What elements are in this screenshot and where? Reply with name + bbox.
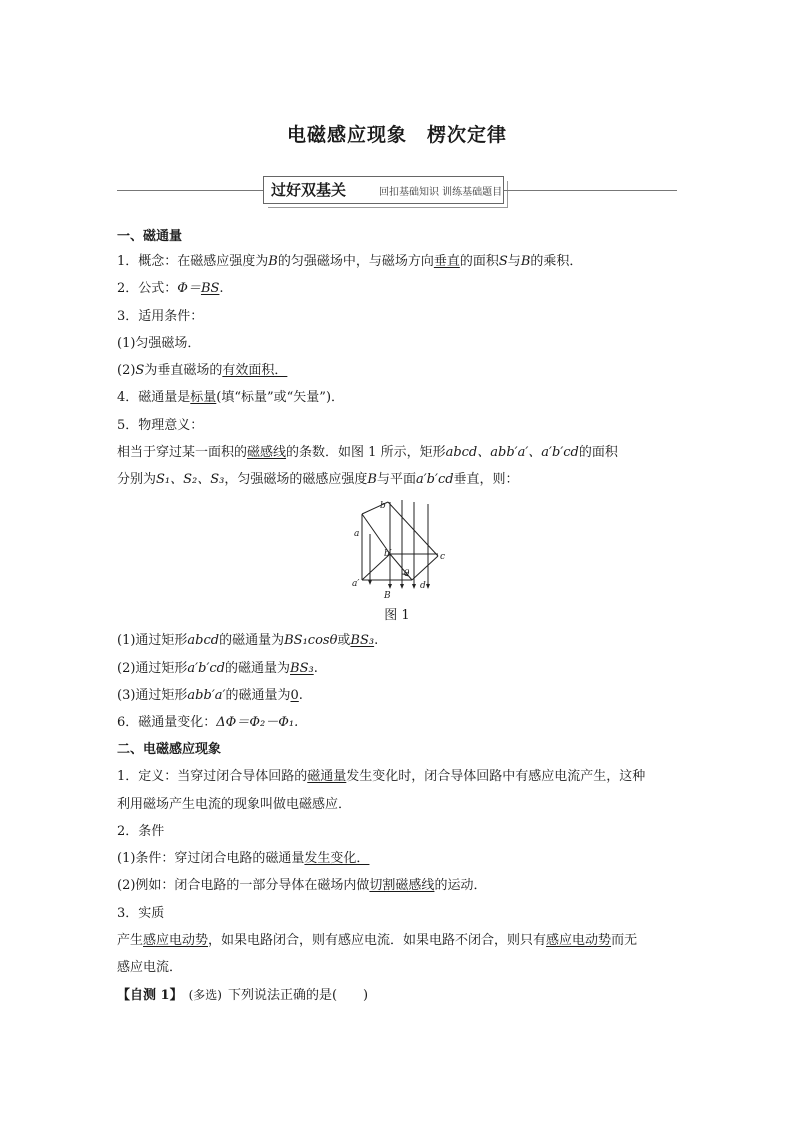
text: 的运动． <box>434 878 487 893</box>
text: ，如果电路闭合，则有感应电流．如果电路不闭合，则只有 <box>208 933 547 948</box>
text: (2)例如：闭合电路的一部分导体在磁场内做 <box>117 878 370 893</box>
answer-blank: 切割磁感线 <box>369 878 435 893</box>
text: 2．公式： <box>117 281 178 296</box>
flux-concept-line <box>117 254 582 270</box>
answer-blank: 垂直 <box>433 254 460 269</box>
symbol-rect: a′b′cd <box>187 661 225 676</box>
symbol-areas: S₁、S₂、S₃ <box>156 472 225 487</box>
formula: BS₁cosθ <box>284 633 338 648</box>
text: 而无 <box>611 933 638 948</box>
question-text: 下列说法正确的是( ) <box>227 988 369 1003</box>
meaning-line: 5．物理意义： <box>117 418 204 433</box>
text: 6．磁通量变化： <box>117 715 217 730</box>
text: (1)条件：穿过闭合电路的磁通量 <box>117 851 305 866</box>
formula: Φ＝ <box>177 281 201 296</box>
text: 与平面 <box>376 472 416 487</box>
text: 或 <box>337 633 351 648</box>
symbol-S: S <box>135 363 145 378</box>
text: (1)通过矩形 <box>117 633 188 648</box>
meaning-text-line-2 <box>117 472 519 488</box>
symbol-B: B <box>520 254 531 269</box>
figure-label-b: b <box>380 501 386 511</box>
section-heading-induction: 二、电磁感应现象 <box>117 742 222 757</box>
figure-label-B: B <box>384 591 391 601</box>
text: 1．定义：当穿过闭合导体回路的 <box>117 769 308 784</box>
meaning-text-line-1 <box>117 445 618 461</box>
text: 分别为 <box>117 472 157 487</box>
figure-label-d: d <box>420 581 426 591</box>
banner-rule-right <box>504 190 677 191</box>
answer-blank: 标量 <box>190 390 217 405</box>
symbol-rects: abcd、abb′a′、a′b′cd <box>445 445 579 460</box>
text: 的磁通量为 <box>225 688 291 703</box>
symbol-S: S <box>498 254 508 269</box>
condition-2-line <box>117 363 287 379</box>
definition-line-2: 利用磁场产生电流的现象叫做电磁感应． <box>117 797 352 812</box>
banner-title: 过好双基关 <box>271 181 347 199</box>
answer-blank: 0 <box>290 688 299 703</box>
flux-abcd-line <box>117 633 378 649</box>
text: 1．概念：在磁感应强度为 <box>117 254 269 269</box>
figure-label-b-prime: b′ <box>384 549 392 559</box>
figure-label-a: a <box>354 529 360 539</box>
text: . <box>298 688 303 703</box>
text: 发生变化时，闭合导体回路中有感应电流产生，这种 <box>346 769 646 784</box>
text: 的匀强磁场中，与磁场方向 <box>277 254 434 269</box>
multi-choice-tag: (多选) <box>188 988 222 1002</box>
text: 的磁通量为 <box>219 633 285 648</box>
essence-line-2: 感应电流． <box>117 960 183 975</box>
section-heading-flux: 一、磁通量 <box>117 229 183 244</box>
page-title: 电磁感应现象 楞次定律 <box>286 124 507 146</box>
symbol-plane: a′b′cd <box>415 472 454 487</box>
answer-blank: BS <box>200 281 220 296</box>
flux-abba-line <box>117 688 303 704</box>
text: (2) <box>117 363 136 378</box>
answer-blank: 有效面积． <box>222 363 288 378</box>
condition-1-line: (1)匀强磁场． <box>117 336 201 351</box>
text: 相当于穿过某一面积的 <box>117 445 248 460</box>
condition-heading: 2．条件 <box>117 824 165 839</box>
text: 4．磁通量是 <box>117 390 191 405</box>
text: 的面积 <box>459 254 499 269</box>
answer-blank: 磁感线 <box>247 445 287 460</box>
text: . <box>374 633 379 648</box>
self-test-line <box>117 987 368 1004</box>
condition-line-2 <box>117 878 486 894</box>
symbol-B: B <box>367 472 377 487</box>
text: 产生 <box>117 933 144 948</box>
text: ，匀强磁场的磁感应强度 <box>224 472 368 487</box>
banner-rule-left <box>117 190 263 191</box>
symbol-rect: abcd <box>187 633 220 648</box>
symbol-rect: abb′a′ <box>187 688 226 703</box>
flux-abcd-prime-line <box>117 661 318 677</box>
text: 为垂直磁场的 <box>144 363 223 378</box>
text: . <box>219 281 224 296</box>
text: 垂直，则： <box>453 472 519 487</box>
scalar-line <box>117 390 344 406</box>
figure-label-c: c <box>440 552 446 562</box>
self-test-tag: 【自测 1】 <box>117 988 183 1003</box>
flux-figure <box>340 494 450 604</box>
text: 的条数．如图 1 所示，矩形 <box>286 445 446 460</box>
banner-subtitle: 回扣基础知识 训练基础题目 <box>379 187 503 198</box>
conditions-line: 3．适用条件： <box>117 309 204 324</box>
answer-blank: 感应电动势 <box>546 933 612 948</box>
answer-blank: 发生变化． <box>304 851 370 866</box>
text: 的面积 <box>578 445 618 460</box>
text: (2)通过矩形 <box>117 661 188 676</box>
definition-line-1 <box>117 769 645 785</box>
answer-blank: BS₃ <box>290 661 314 676</box>
symbol-B: B <box>268 254 278 269</box>
essence-heading: 3．实质 <box>117 906 165 921</box>
text: (填“标量”或“矢量”)． <box>216 390 345 405</box>
answer-blank: 感应电动势 <box>143 933 209 948</box>
figure-label-theta: θ <box>404 569 410 579</box>
essence-line-1 <box>117 933 637 949</box>
answer-blank: BS₃ <box>350 633 375 648</box>
text: . <box>313 661 318 676</box>
formula: ΔΦ＝Φ₂－Φ₁. <box>216 715 299 730</box>
figure-label-a-prime: a′ <box>352 579 360 589</box>
flux-change-line <box>117 715 298 731</box>
text: 的磁通量为 <box>225 661 291 676</box>
text: 的乘积． <box>530 254 583 269</box>
text: (3)通过矩形 <box>117 688 188 703</box>
figure-caption: 图 1 <box>384 608 410 623</box>
flux-formula-line <box>117 281 224 297</box>
condition-line-1 <box>117 851 369 867</box>
answer-blank: 磁通量 <box>307 769 347 784</box>
text: 与 <box>507 254 521 269</box>
section-banner <box>117 176 677 206</box>
